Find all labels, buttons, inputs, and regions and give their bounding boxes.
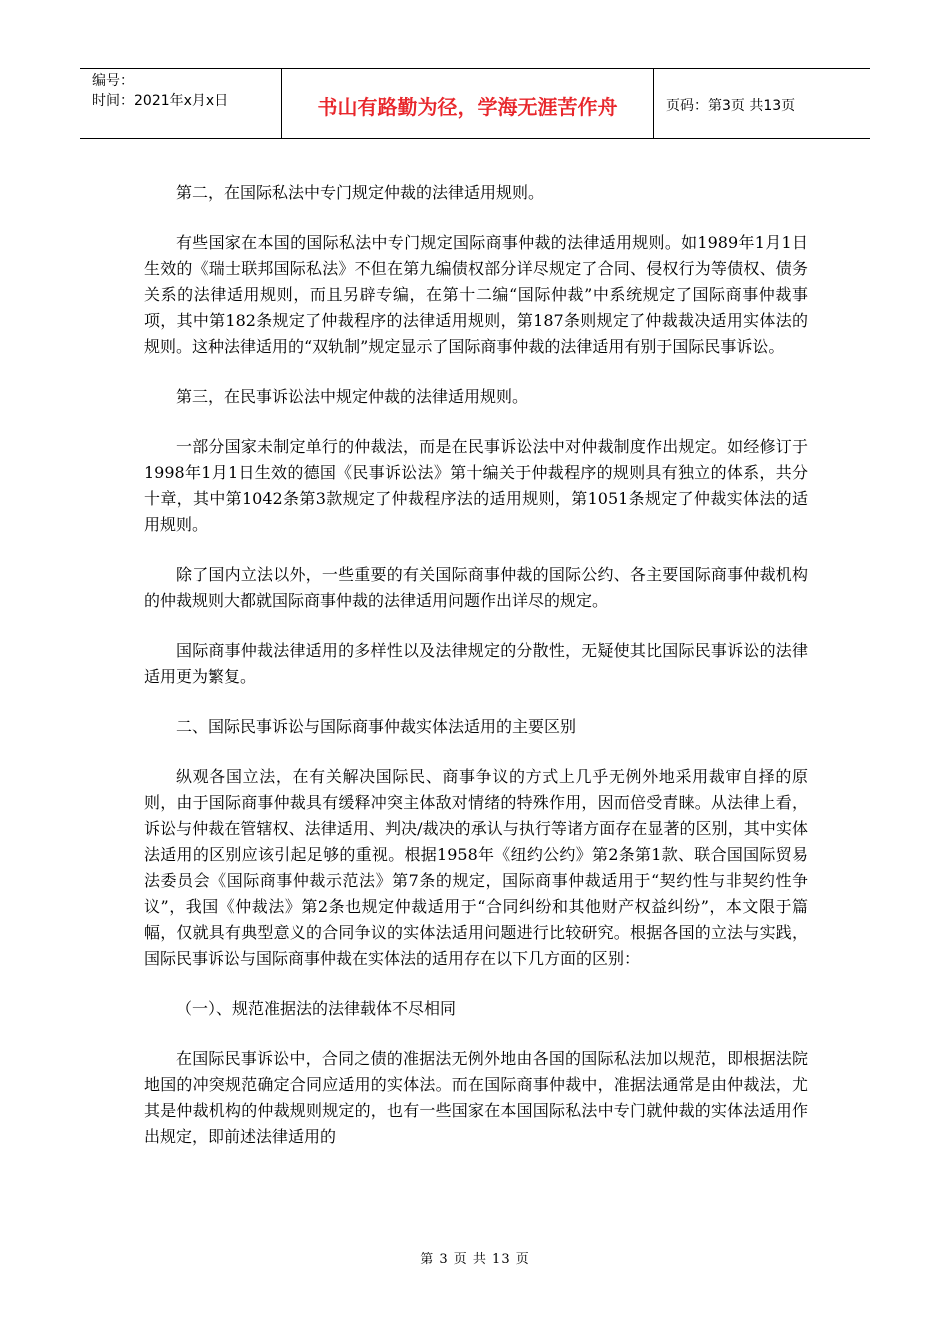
section-heading: 二、国际民事诉讼与国际商事仲裁实体法适用的主要区别 [176, 717, 577, 736]
header-motto-cell [282, 69, 654, 138]
document-number-label: 编号： [92, 73, 134, 89]
header-page-number: 页码：第3页 共13页 [666, 97, 796, 114]
paragraph: 第二，在国际私法中专门规定仲裁的法律适用规则。 [176, 183, 545, 202]
paragraph: 在国际民事诉讼中，合同之债的准据法无例外地由各国的国际私法加以规范，即根据法院地国的冲突规范确定合同应适用的实体法。而在国际商事仲裁中，准据法通常是由仲裁法，尤其是仲裁机构的仲裁规则规定的，也有一些国家在本国国际私法中专门就仲裁的实体法适用作出规定，即前述法律适用的 [144, 1049, 808, 1146]
paragraph: 纵观各国立法，在有关解决国际民、商事争议的方式上几乎无例外地采用裁审自择的原则，由于国际商事仲裁具有缓释冲突主体敌对情绪的特殊作用，因而倍受青睐。从法律上看，诉讼与仲裁在管辖权、法律适用、判决/裁决的承认与执行等诸方面存在显著的区别，其中实体法适用的区别应该引起足够的重视。根据1958年《纽约公约》第2条第1款、联合国国际贸易法委员会《国际商事仲裁示范法》第7条的规定，国际商事仲裁适用于“契约性与非契约性争议”，我国《仲裁法》第2条也规定仲裁适用于“合同纠纷和其他财产权益纠纷”，本文限于篇幅，仅就具有典型意义的合同争议的实体法适用问题进行比较研究。根据各国的立法与实践，国际民事诉讼与国际商事仲裁在实体法的适用存在以下几方面的区别： [144, 767, 808, 968]
header-meta [80, 69, 282, 138]
paragraph: 第三，在民事诉讼法中规定仲裁的法律适用规则。 [176, 387, 529, 406]
paragraph: 国际商事仲裁法律适用的多样性以及法律规定的分散性，无疑使其比国际民事诉讼的法律适用更为繁复。 [144, 641, 808, 686]
header-motto: 书山有路勤为径，学海无涯苦作舟 [317, 95, 618, 119]
page-header [80, 68, 870, 139]
document-date: 时间：2021年x月x日 [92, 93, 229, 109]
document-body [144, 180, 808, 1174]
header-page-cell [654, 69, 870, 138]
paragraph: 除了国内立法以外，一些重要的有关国际商事仲裁的国际公约、各主要国际商事仲裁机构的仲裁规则大都就国际商事仲裁的法律适用问题作出详尽的规定。 [144, 565, 808, 610]
paragraph: 有些国家在本国的国际私法中专门规定国际商事仲裁的法律适用规则。如1989年1月1日生效的《瑞士联邦国际私法》不但在第九编债权部分详尽规定了合同、侵权行为等债权、债务关系的法律适用规则，而且另辟专编，在第十二编“国际仲裁”中系统规定了国际商事仲裁事项，其中第182条规定了仲裁程序的法律适用规则，第187条则规定了仲裁裁决适用实体法的规则。这种法律适用的“双轨制”规定显示了国际商事仲裁的法律适用有别于国际民事诉讼。 [144, 233, 808, 356]
subsection-heading: （一）、规范准据法的法律载体不尽相同 [176, 999, 457, 1018]
paragraph: 一部分国家未制定单行的仲裁法，而是在民事诉讼法中对仲裁制度作出规定。如经修订于1998年1月1日生效的德国《民事诉讼法》第十编关于仲裁程序的规则具有独立的体系，共分十章，其中第1042条第3款规定了仲裁程序法的适用规则，第1051条规定了仲裁实体法的适用规则。 [144, 437, 808, 534]
page-footer: 第 3 页 共 13 页 [420, 1252, 530, 1267]
